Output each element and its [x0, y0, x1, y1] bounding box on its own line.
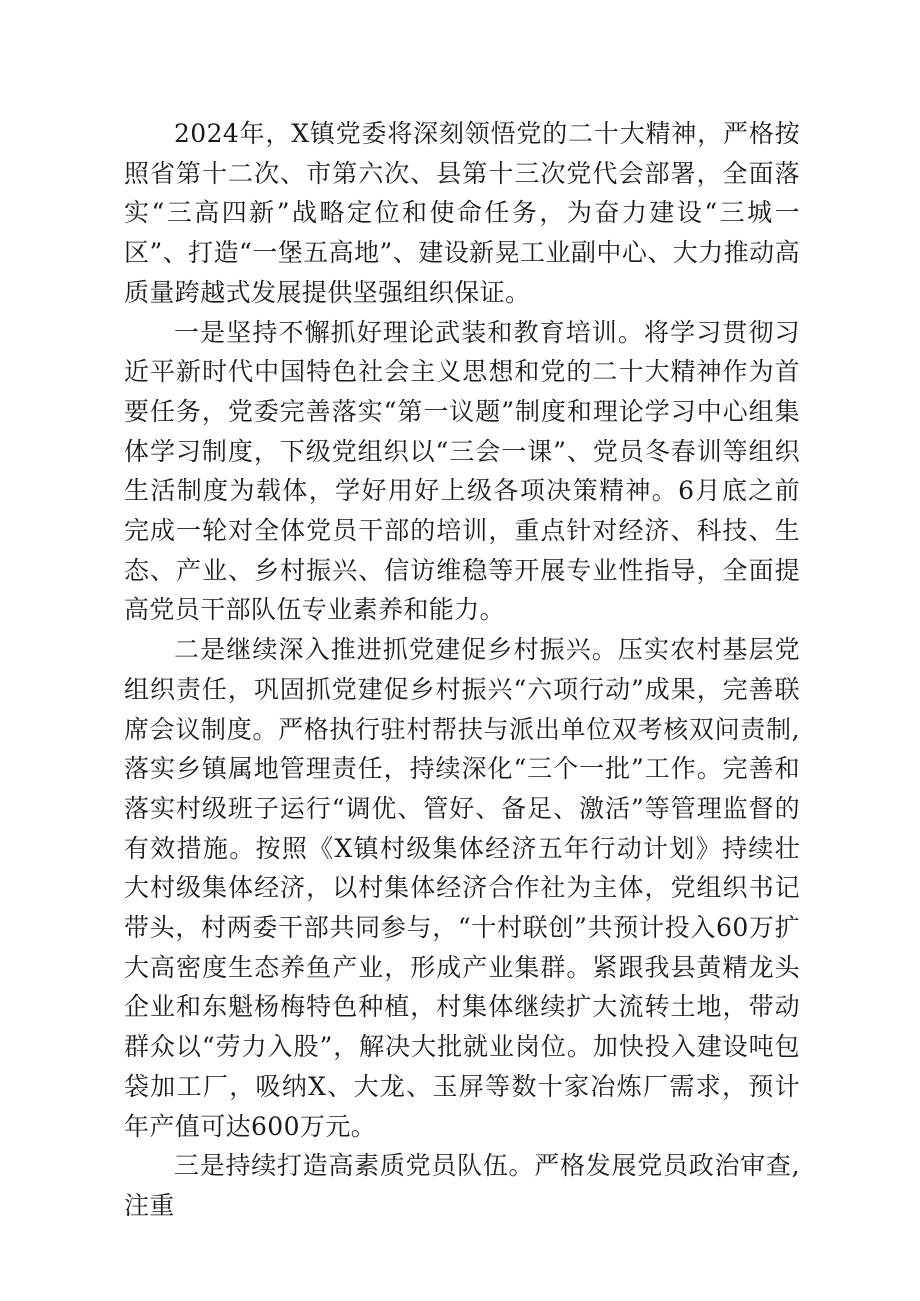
- paragraph-party-member-team: 三是持续打造高素质党员队伍。严格发展党员政治审查,注重: [124, 1151, 800, 1220]
- paragraph-intro: 2024年，X镇党委将深刻领悟党的二十大精神，严格按照省第十二次、市第六次、县第十三次党代会部署，全面落实“三高四新”战略定位和使命任务，为奋力建设“三城一区”、打造“一堡五高地”、建设新晃工业副中心、大力推动高质量跨越式发展提供坚强组织保证。: [124, 119, 800, 307]
- paragraph-theory-training: 一是坚持不懈抓好理论武装和教育培训。将学习贯彻习近平新时代中国特色社会主义思想和党的二十大精神作为首要任务，党委完善落实“第一议题”制度和理论学习中心组集体学习制度，下级党组织以“三会一课”、党员冬春训等组织生活制度为载体，学好用好上级各项决策精神。6月底之前完成一轮对全体党员干部的培训，重点针对经济、科技、生态、产业、乡村振兴、信访维稳等开展专业性指导，全面提高党员干部队伍专业素养和能力。: [124, 317, 800, 625]
- paragraph-rural-revitalization: 二是继续深入推进抓党建促乡村振兴。压实农村基层党组织责任，巩固抓党建促乡村振兴“六项行动”成果，完善联席会议制度。严格执行驻村帮扶与派出单位双考核双问责制,落实乡镇属地管理责任，持续深化“三个一批”工作。完善和落实村级班子运行“调优、管好、备足、激活”等管理监督的有效措施。按照《X镇村级集体经济五年行动计划》持续壮大村级集体经济，以村集体经济合作社为主体，党组织书记带头，村两委干部共同参与，“十村联创”共预计投入60万扩大高密度生态养鱼产业，形成产业集群。紧跟我县黄精龙头企业和东魁杨梅特色种植，村集体继续扩大流转土地，带动群众以“劳力入股”，解决大批就业岗位。加快投入建设吨包袋加工厂，吸纳X、大龙、玉屏等数十家冶炼厂需求，预计年产值可达600万元。: [124, 635, 800, 1141]
- document-body: [124, 114, 800, 1226]
